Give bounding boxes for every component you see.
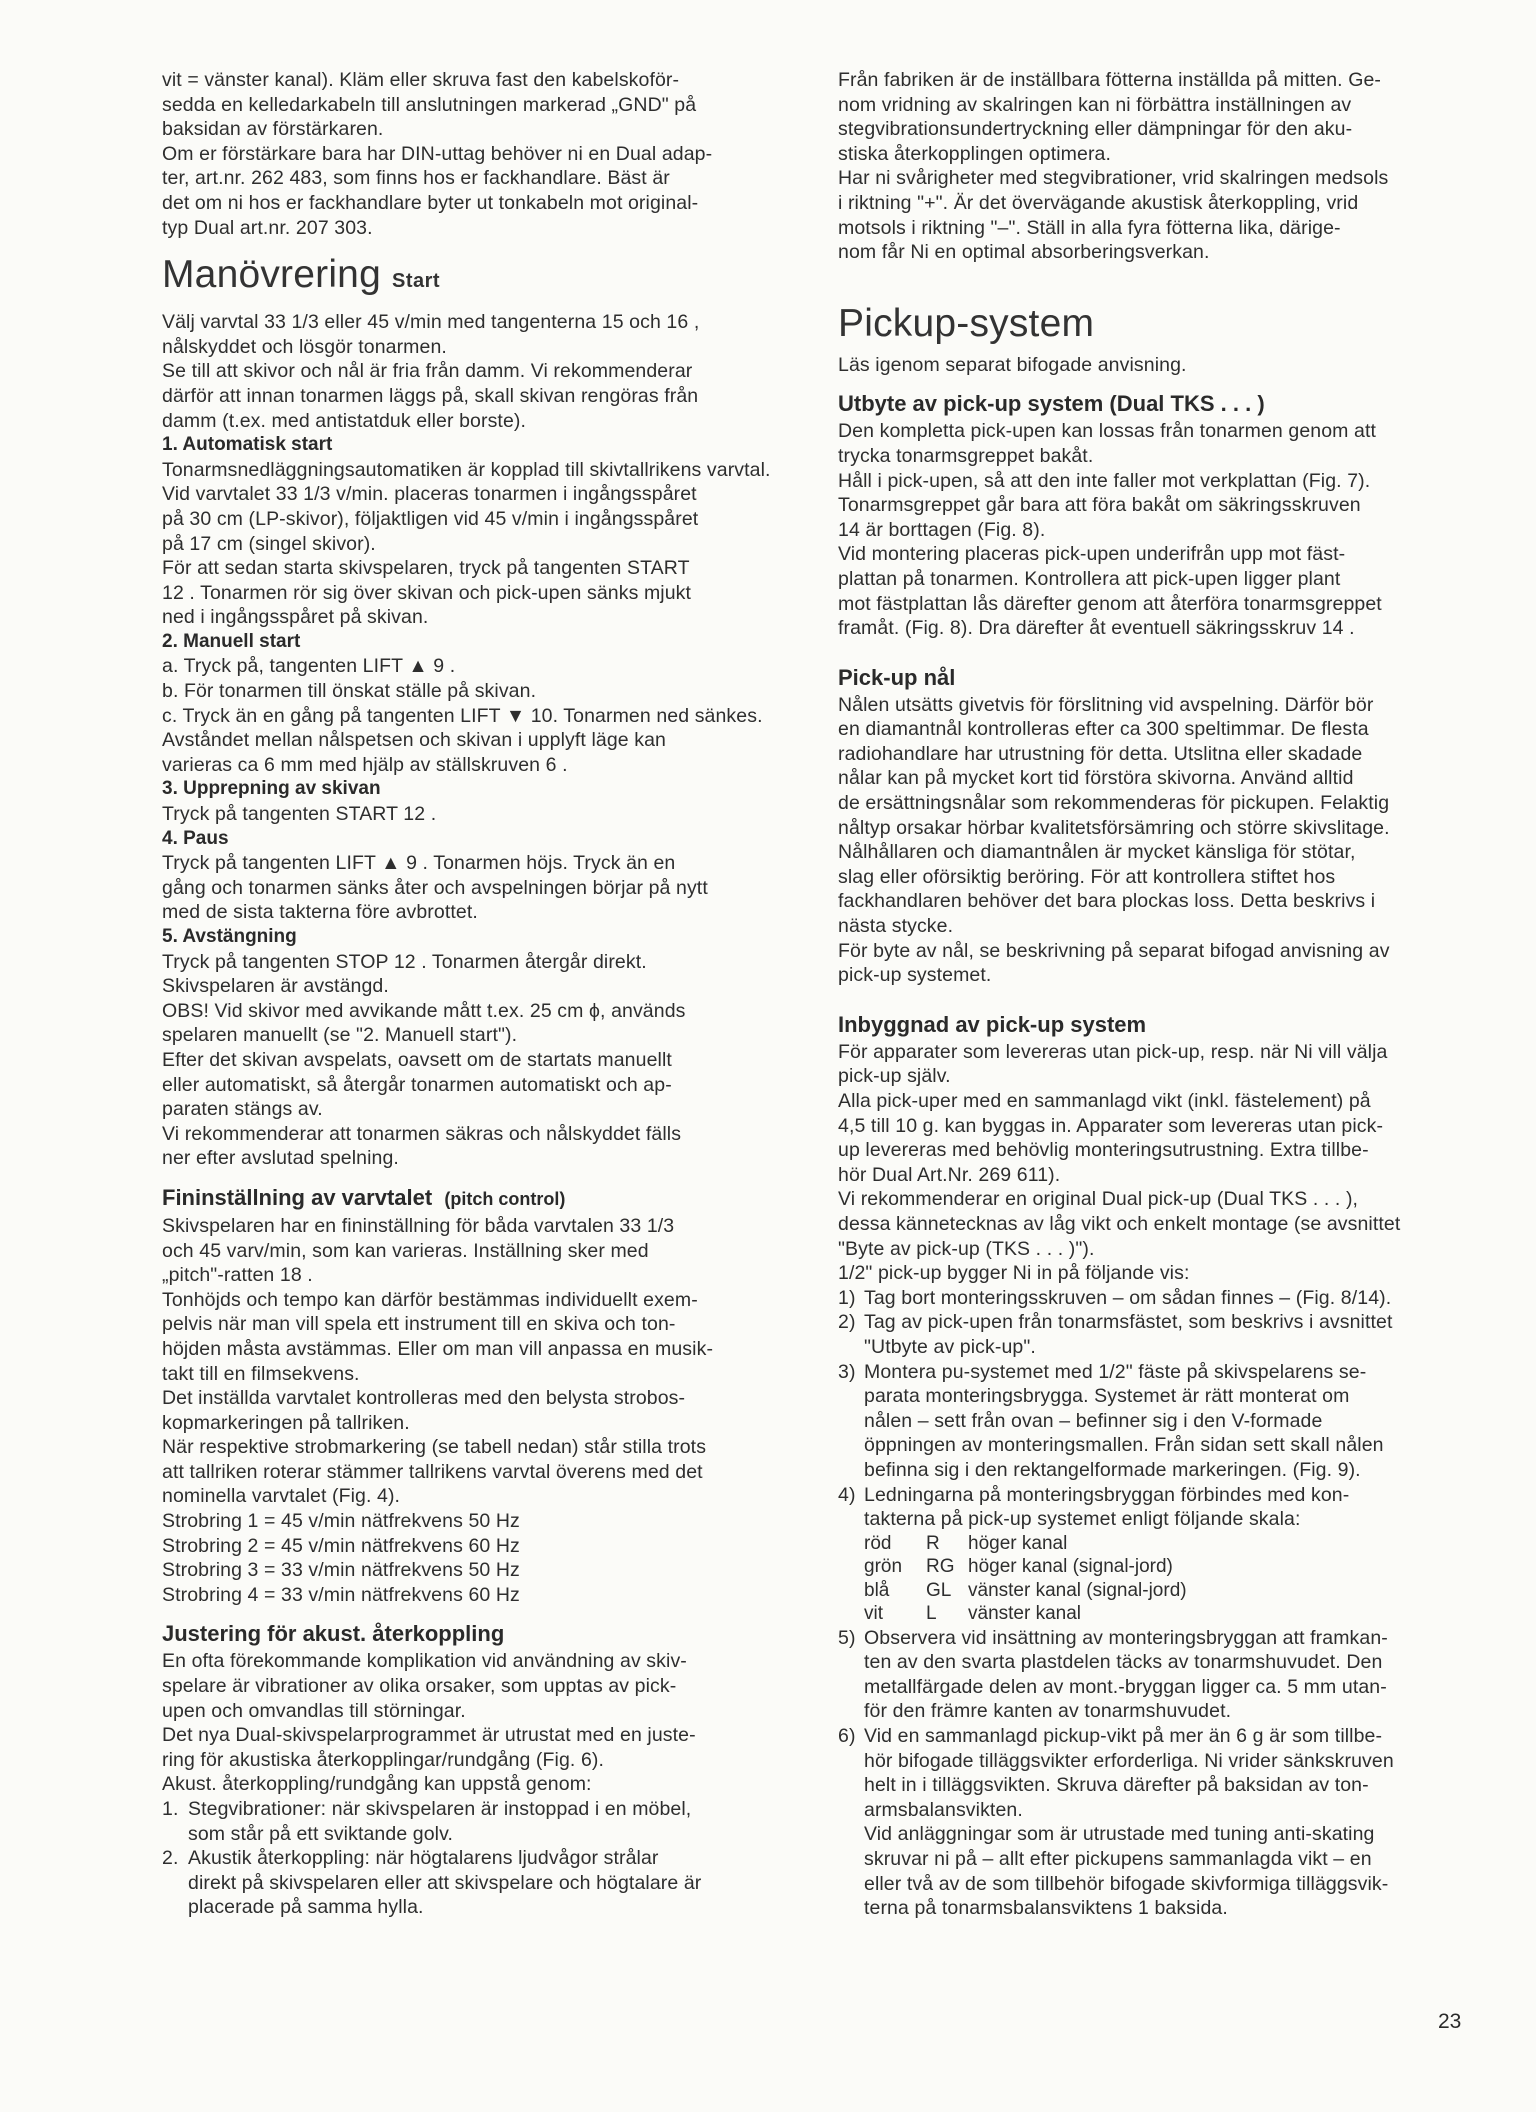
text-line: trycka tonarmsgreppet bakåt. <box>838 444 1094 467</box>
text-line: Akust. återkoppling/rundgång kan uppstå genom: <box>162 1773 592 1796</box>
text-line: för den främre kanten av tonarmshuvudet. <box>864 1700 1232 1723</box>
text-line: kopmarkeringen på tallriken. <box>162 1411 410 1434</box>
wire-desc: vänster kanal (signal-jord) <box>968 1579 1187 1601</box>
text-line: typ Dual art.nr. 207 303. <box>162 216 373 239</box>
subsection-body <box>162 802 790 827</box>
step-item <box>838 1724 1472 1921</box>
wire-desc: höger kanal (signal-jord) <box>968 1556 1173 1578</box>
text-line: Tryck på tangenten START 12 . <box>162 803 437 826</box>
text-line: a. Tryck på, tangenten LIFT ▲ 9 . <box>162 655 456 678</box>
manovrering-intro <box>162 310 790 433</box>
text-line: öppningen av monteringsmallen. Från sidan sett skall nålen <box>864 1434 1384 1457</box>
text-line: Vid varvtalet 33 1/3 v/min. placeras tonarmen i ingångsspåret <box>162 483 697 506</box>
text-line: nästa stycke. <box>838 915 954 938</box>
text-line: Tonarmsnedläggningsautomatiken är kopplad till skivtallrikens varvtal. <box>162 458 771 481</box>
right-column <box>838 68 1472 1921</box>
text-line: 5) Observera vid insättning av monteringsbryggan att framkan- <box>838 1626 1388 1649</box>
text-line: 14 är borttagen (Fig. 8). <box>838 518 1046 541</box>
text-line: spelare är vibrationer av olika orsaker, som upptas av pick- <box>162 1675 677 1698</box>
text-line: Skivspelaren har en fininställning för båda varvtalen 33 1/3 <box>162 1214 675 1237</box>
strobe-row: Strobring 4 = 33 v/min nätfrekvens 60 Hz <box>162 1583 520 1606</box>
wire-color: vit <box>864 1603 883 1625</box>
text-line: damm (t.ex. med antistatduk eller borste). <box>162 409 527 432</box>
step-number: 5) <box>838 1626 856 1649</box>
subsection-body <box>162 851 790 925</box>
text-line: När respektive strobmarkering (se tabell nedan) står stilla trots <box>162 1436 707 1459</box>
text-line: Håll i pick-upen, så att den inte faller mot verkplattan (Fig. 7). <box>838 469 1371 492</box>
text-line: 1) Tag bort monteringsskruven – om sådan finnes – (Fig. 8/14). <box>838 1286 1392 1309</box>
text-line: Alla pick-uper med en sammanlagd vikt (inkl. fästelement) på <box>838 1090 1371 1112</box>
subsection-body <box>162 458 790 630</box>
wire-color: blå <box>864 1579 890 1601</box>
text-line: ten av den svarta plastdelen täcks av tonarmshuvudet. Den <box>864 1651 1383 1674</box>
text-line: på 30 cm (LP-skivor), följaktligen vid 45 v/min i ingångsspåret <box>162 507 699 530</box>
text-line: helt in i tilläggsvikten. Skruva därefter på baksidan av ton- <box>864 1774 1369 1797</box>
text-line: Tryck på tangenten LIFT ▲ 9 . Tonarmen höjs. Tryck än en <box>162 852 676 875</box>
text-line: metallfärgade delen av mont.-bryggan ligger ca. 5 mm utan- <box>864 1675 1387 1698</box>
text-line: skruvar ni på – allt efter pickupens sammanlagda vikt – en <box>864 1848 1372 1871</box>
strobe-row: Strobring 1 = 45 v/min nätfrekvens 50 Hz <box>162 1510 520 1533</box>
text-line: radiohandlare har utrustning för detta. Utslitna eller skadade <box>838 742 1363 765</box>
left-intro <box>162 68 790 240</box>
text-line: nålar kan på mycket kort tid förstöra skivorna. Använd alltid <box>838 767 1354 790</box>
text-line: parata monteringsbrygga. Systemet är rätt monterat om <box>864 1385 1350 1408</box>
text-line: Se till att skivor och nål är fria från damm. Vi rekommenderar <box>162 360 693 383</box>
pitch-body <box>162 1214 790 1509</box>
text-line: direkt på skivspelaren eller att skivspelare och högtalare är <box>188 1871 702 1894</box>
text-line: Skivspelaren är avstängd. <box>162 975 389 998</box>
wire-desc: höger kanal <box>968 1532 1068 1554</box>
text-line: ring för akustiska återkopplingar/rundgång (Fig. 6). <box>162 1748 605 1771</box>
list-number: 2. <box>162 1847 179 1870</box>
text-line: Tryck på tangenten STOP 12 . Tonarmen återgår direkt. <box>162 950 647 973</box>
text-line: upen och omvandlas till störningar. <box>162 1699 466 1722</box>
text-line: Det inställda varvtalet kontrolleras med den belysta strobos- <box>162 1387 686 1410</box>
text-line: b. För tonarmen till önskat ställe på skivan. <box>162 680 537 703</box>
text-line: nåltyp orsakar hörbar kvalitetsförsämring och större skivslitage. <box>838 816 1390 839</box>
step-number: 6) <box>838 1725 856 1748</box>
text-line: mot fästplattan lås därefter genom att återföra tonarmsgreppet <box>838 592 1382 615</box>
wire-color-table <box>838 1532 1472 1626</box>
subsection-body <box>162 654 790 777</box>
text-line: Nålen utsätts givetvis för förslitning vid avspelning. Därför bör <box>838 693 1374 716</box>
text-line: Nålhållaren och diamantnålen är mycket känsliga för stötar, <box>838 841 1356 864</box>
text-line: ner efter avslutad spelning. <box>162 1147 399 1170</box>
text-line: befinna sig i den rektangelformade markeringen. (Fig. 9). <box>864 1458 1361 1481</box>
text-line: Vi rekommenderar en original Dual pick-up (Dual TKS . . . ), <box>838 1188 1359 1211</box>
text-line: nålen – sett från ovan – befinner sig i den V-formade <box>864 1409 1323 1432</box>
text-line: eller automatiskt, så återgår tonarmen automatiskt och ap- <box>162 1073 672 1096</box>
text-line: "Byte av pick-up (TKS . . . )"). <box>838 1237 1095 1260</box>
text-line: Vid montering placeras pick-upen underifrån upp mot fäst- <box>838 543 1346 566</box>
step-item <box>838 1360 1472 1483</box>
needle-body <box>838 693 1472 988</box>
text-line: stiska återkopplingen optimera. <box>838 142 1111 165</box>
wire-code: GL <box>926 1579 952 1601</box>
text-line: Vi rekommenderar att tonarmen säkras och nålskyddet fälls <box>162 1122 682 1145</box>
text-line: med de sista takterna före avbrottet. <box>162 901 478 924</box>
text-line: 4,5 till 10 g. kan byggas in. Apparater som levereras utan pick- <box>838 1114 1384 1137</box>
subsection-title: 4. Paus <box>162 827 229 849</box>
subsection-title: 3. Upprepning av skivan <box>162 778 381 800</box>
list-item <box>162 1797 790 1846</box>
right-intro <box>838 68 1472 265</box>
text-line: c. Tryck än en gång på tangenten LIFT ▼ 10. Tonarmen ned sänkes. <box>162 704 763 727</box>
text-line: det om ni hos er fackhandlare byter ut tonkabeln mot original- <box>162 191 699 214</box>
text-line: 1. Stegvibrationer: när skivspelaren är instoppad i en möbel, <box>162 1798 692 1820</box>
text-line: Avståndet mellan nålspetsen och skivan i upplyft läge kan <box>162 729 666 752</box>
wire-desc: vänster kanal <box>968 1603 1082 1625</box>
strobe-table <box>162 1509 790 1607</box>
wire-code: RG <box>926 1556 955 1578</box>
text-line: Tonarmsgreppet går bara att föra bakåt om säkringsskruven <box>838 494 1361 517</box>
wire-color: röd <box>864 1532 892 1554</box>
section-title-manovrering: Manövrering Start <box>162 253 441 297</box>
pickup-intro: Läs igenom separat bifogade anvisning. <box>838 353 1187 376</box>
text-line: varieras ca 6 mm med hjälp av ställskruven 6 . <box>162 753 568 776</box>
text-line: Tonhöjds och tempo kan därför bestämmas individuellt exem- <box>162 1288 698 1311</box>
wire-code: R <box>926 1532 940 1554</box>
text-line: Det nya Dual-skivspelarprogrammet är utrustat med en juste- <box>162 1724 696 1747</box>
text-line: 12 . Tonarmen rör sig över skivan och pick-upen sänks mjukt <box>162 581 692 604</box>
text-line: därför att innan tonarmen läggs på, skall skivan rengöras från <box>162 384 699 407</box>
text-line: nominella varvtalet (Fig. 4). <box>162 1485 401 1508</box>
text-line: ned i ingångsspåret på skivan. <box>162 606 429 629</box>
text-line: framåt. (Fig. 8). Dra därefter åt eventuell säkringsskruv 14 . <box>838 617 1355 640</box>
text-line: slag eller oförsiktig beröring. För att kontrollera stiftet hos <box>838 865 1336 888</box>
text-line: För apparater som levereras utan pick-up, resp. när Ni vill välja <box>838 1040 1388 1063</box>
text-line: fackhandlaren behöver det bara plockas loss. Detta beskrivs i <box>838 890 1376 913</box>
subsection-title-needle: Pick-up nål <box>838 664 956 690</box>
text-line: "Utbyte av pick-up". <box>864 1335 1036 1358</box>
text-line: „pitch"-ratten 18 . <box>162 1264 313 1287</box>
subsection-title: 1. Automatisk start <box>162 434 333 456</box>
section-subtitle-pitch: (pitch control) <box>444 1188 566 1209</box>
text-line: hör bifogade tilläggsvikter erforderliga. Ni vrider sänkskruven <box>864 1749 1394 1772</box>
text-line: en diamantnål kontrolleras efter ca 300 speltimmar. De flesta <box>838 718 1369 741</box>
step-number: 3) <box>838 1360 856 1383</box>
text-line: takterna på pick-up systemet enligt följande skala: <box>864 1508 1301 1531</box>
step-number: 2) <box>838 1311 856 1334</box>
step-number: 1) <box>838 1286 856 1309</box>
text-line: nom vridning av skalringen kan ni förbättra inställningen av <box>838 93 1352 116</box>
text-line: och 45 varv/min, som kan varieras. Inställning sker med <box>162 1239 649 1262</box>
text-line: 2) Tag av pick-upen från tonarmsfästet, som beskrivs i avsnittet <box>838 1311 1393 1334</box>
section-title-feedback: Justering för akust. återkoppling <box>162 1621 505 1647</box>
text-line: på 17 cm (singel skivor). <box>162 532 376 555</box>
step-item <box>838 1483 1472 1532</box>
text-line: pelvis när man vill spela ett instrument till en skiva och ton- <box>162 1313 676 1336</box>
left-column <box>162 68 790 1920</box>
feedback-body <box>162 1649 790 1797</box>
text-line: vit = vänster kanal). Kläm eller skruva fast den kabelskoför- <box>162 69 680 91</box>
text-line: nålskyddet och lösgör tonarmen. <box>162 335 447 358</box>
subsection-title: 2. Manuell start <box>162 630 301 652</box>
text-line: höjden måsta avstämmas. Eller om man vill anpassa en musik- <box>162 1337 714 1360</box>
text-line: plattan på tonarmen. Kontrollera att pick-upen ligger plant <box>838 567 1341 590</box>
strobe-row: Strobring 3 = 33 v/min nätfrekvens 50 Hz <box>162 1559 520 1582</box>
text-line: i riktning "+". Är det övervägande akustisk återkoppling, vrid <box>838 191 1359 214</box>
exchange-body <box>838 419 1472 640</box>
text-line: baksidan av förstärkaren. <box>162 118 384 141</box>
text-line: hör Dual Art.Nr. 269 611). <box>838 1163 1061 1186</box>
text-line: att tallriken roterar stämmer tallrikens varvtal överens med det <box>162 1460 703 1483</box>
text-line: motsols i riktning "–". Ställ in alla fyra fötterna lika, därige- <box>838 216 1341 239</box>
strobe-row: Strobring 2 = 45 v/min nätfrekvens 60 Hz <box>162 1534 520 1557</box>
text-line: pick-up systemet. <box>838 964 992 987</box>
text-line: Den kompletta pick-upen kan lossas från tonarmen genom att <box>838 420 1377 443</box>
text-line: paraten stängs av. <box>162 1098 323 1121</box>
text-line: pick-up själv. <box>838 1065 951 1088</box>
text-line: ter, art.nr. 262 483, som finns hos er fackhandlare. Bäst är <box>162 167 670 190</box>
text-line: 2. Akustik återkoppling: när högtalarens ljudvågor strålar <box>162 1847 659 1870</box>
subsection-title-builtin: Inbyggnad av pick-up system <box>838 1011 1147 1037</box>
section-subtitle-start: Start <box>392 270 441 293</box>
text-line: placerade på samma hylla. <box>188 1896 424 1919</box>
step-item <box>838 1626 1472 1724</box>
text-line: eller två av de som tillbehör bifogade skivformiga tilläggsvik- <box>864 1872 1389 1895</box>
text-line: gång och tonarmen sänks åter och avspelningen börjar på nytt <box>162 876 708 899</box>
builtin-body <box>838 1040 1472 1286</box>
step-item <box>838 1310 1472 1359</box>
text-line: För att sedan starta skivspelaren, tryck på tangenten START <box>162 557 690 580</box>
wire-color: grön <box>864 1556 903 1578</box>
text-line: spelaren manuellt (se "2. Manuell start"). <box>162 1024 518 1047</box>
text-line: takt till en filmsekvens. <box>162 1362 360 1385</box>
text-line: stegvibrationsundertryckning eller dämpningar för den aku- <box>838 118 1353 141</box>
text-line: Efter det skivan avspelats, oavsett om de startats manuellt <box>162 1048 672 1071</box>
subsection-title: 5. Avstängning <box>162 926 297 947</box>
text-line: 4) Ledningarna på monteringsbryggan förbindes med kon- <box>838 1483 1350 1506</box>
text-line: Har ni svårigheter med stegvibrationer, vrid skalringen medsols <box>838 167 1389 190</box>
page-number: 23 <box>1438 2010 1462 2033</box>
step-item <box>838 1286 1472 1311</box>
text-line: 3) Montera pu-systemet med 1/2" fäste på skivspelarens se- <box>838 1360 1367 1383</box>
wire-code: L <box>926 1603 937 1625</box>
text-line: nom får Ni en optimal absorberingsverkan. <box>838 241 1210 264</box>
text-line: dessa kännetecknas av låg vikt och enkelt montage (se avsnittet <box>838 1212 1401 1235</box>
text-line: armsbalansvikten. <box>864 1798 1023 1821</box>
section-title-pitch: Fininställning av varvtalet (pitch control) <box>162 1184 566 1210</box>
text-line: up levereras med behövlig monteringsutrustning. Extra tillbe- <box>838 1139 1369 1162</box>
text-line: som står på ett sviktande golv. <box>188 1822 454 1845</box>
text-line: 6) Vid en sammanlagd pickup-vikt på mer än 6 g är som tillbe- <box>838 1725 1383 1748</box>
list-number: 1. <box>162 1798 179 1820</box>
section-title-pickup-system: Pickup-system <box>838 301 1095 345</box>
text-line: de ersättningsnålar som rekommenderas för pickupen. Felaktig <box>838 792 1390 815</box>
text-line: En ofta förekommande komplikation vid användning av skiv- <box>162 1650 687 1673</box>
subsection-body <box>162 950 790 1171</box>
text-line: OBS! Vid skivor med avvikande mått t.ex. 25 cm ϕ, används <box>162 999 686 1022</box>
text-line: Från fabriken är de inställbara fötterna inställda på mitten. Ge- <box>838 69 1382 91</box>
text-line: Välj varvtal 33 1/3 eller 45 v/min med tangenterna 15 och 16 , <box>162 311 700 334</box>
text-line: Om er förstärkare bara har DIN-uttag behöver ni en Dual adap- <box>162 142 713 165</box>
step-number: 4) <box>838 1483 856 1506</box>
text-line: 1/2" pick-up bygger Ni in på följande vis: <box>838 1262 1190 1285</box>
subsection-title-exchange: Utbyte av pick-up system (Dual TKS . . . ) <box>838 391 1265 417</box>
text-line: sedda en kelledarkabeln till anslutningen markerad „GND" på <box>162 93 697 116</box>
text-line: terna på tonarmsbalansviktens 1 baksida. <box>864 1897 1228 1920</box>
text-line: Vid anläggningar som är utrustade med tuning anti-skating <box>864 1823 1375 1846</box>
list-item <box>162 1846 790 1920</box>
text-line: För byte av nål, se beskrivning på separat bifogad anvisning av <box>838 939 1390 962</box>
